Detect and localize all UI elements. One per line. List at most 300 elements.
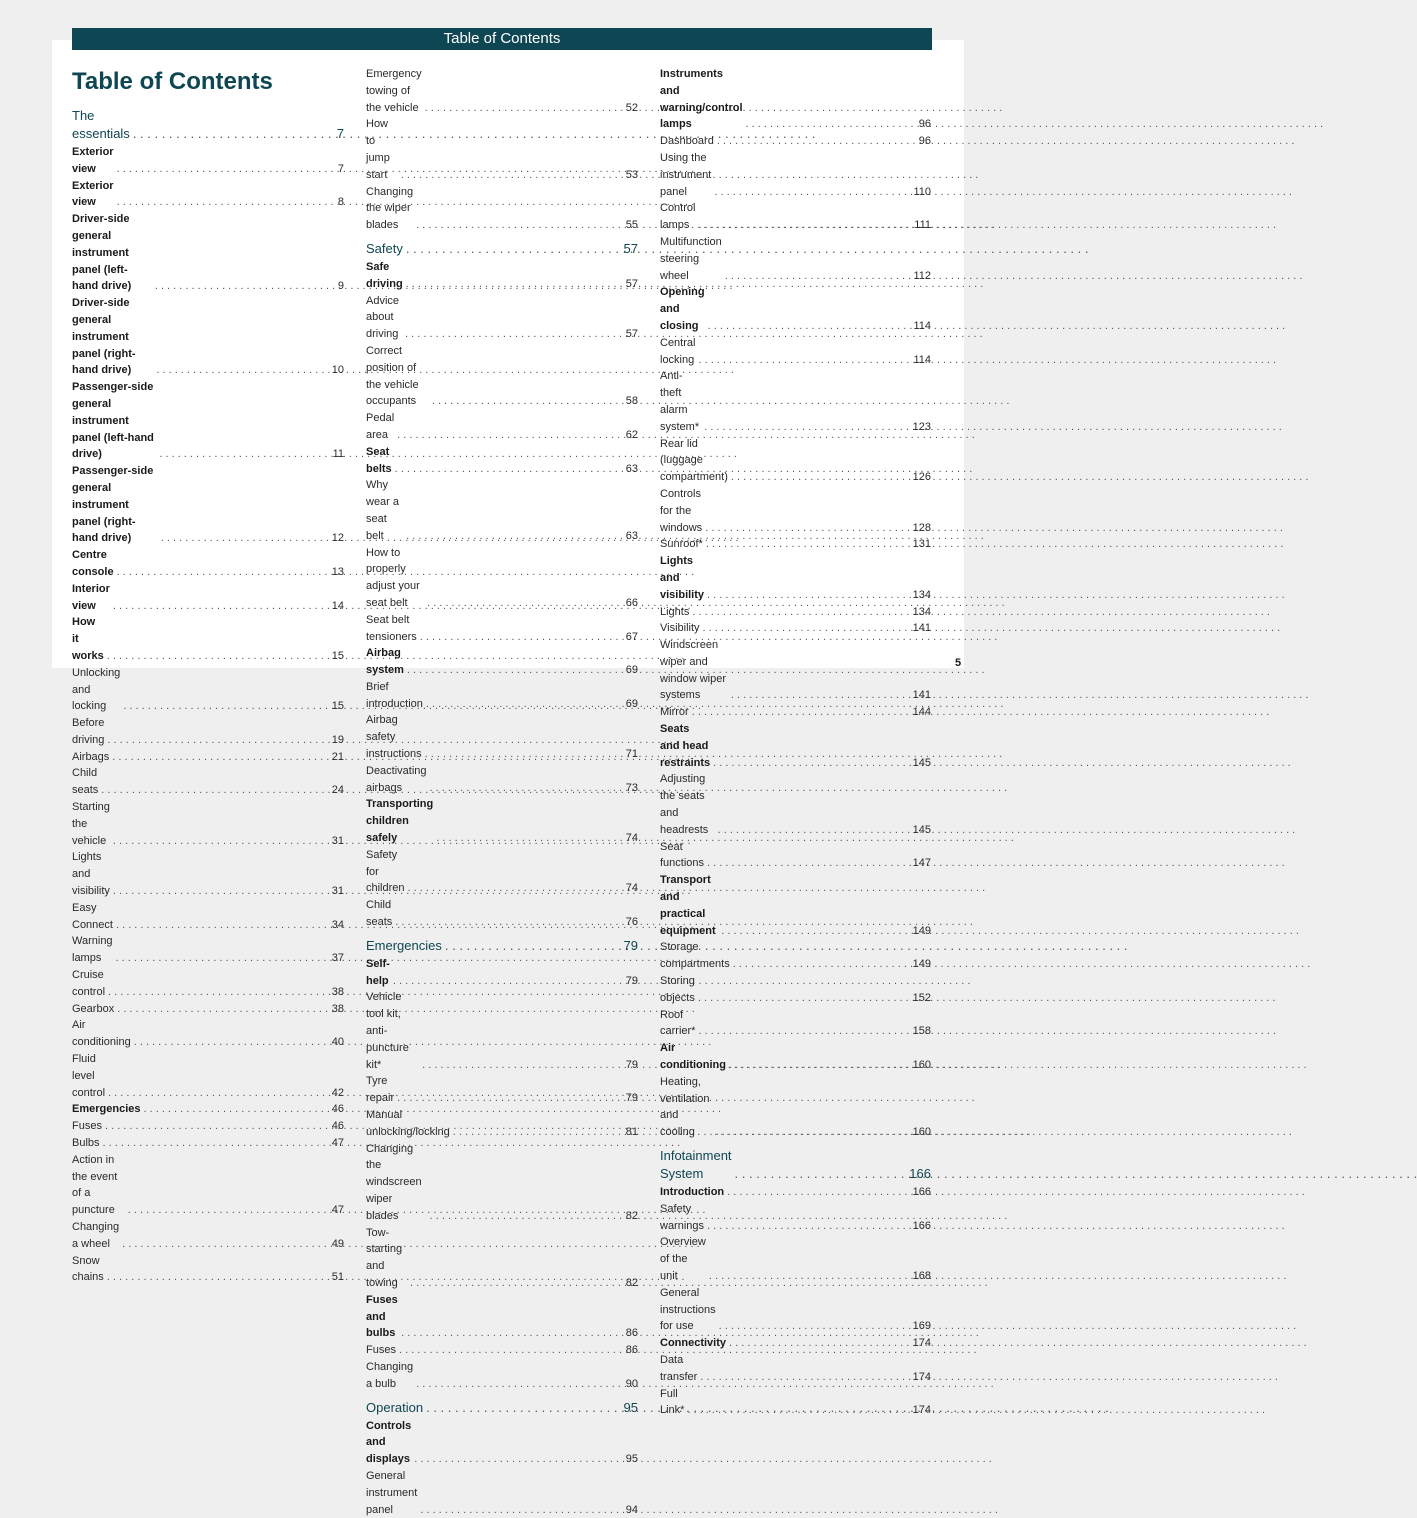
toc-entry-label: Starting the vehicle [72,801,110,847]
toc-entry-page: 31 [331,885,344,898]
toc-entry-page: 166 [909,1166,931,1181]
toc-entry[interactable] [660,1074,931,1141]
toc-entry[interactable] [366,66,638,116]
toc-entry-page: 174 [912,1337,931,1350]
toc-entry[interactable] [660,486,931,536]
toc-entry-page: 9 [337,280,344,293]
toc-entry-page: 13 [331,565,344,578]
toc-entry-page: 79 [623,937,638,953]
toc-entry-label: Storing objects [660,975,695,1004]
toc-entry[interactable] [660,133,931,150]
toc-entry[interactable] [366,897,638,931]
toc-entry-label: Controls and displays [366,1419,412,1466]
toc-entry-page: 168 [912,1269,931,1282]
toc-entry-label: Changing a bulb [366,1360,414,1390]
toc-column-2 [366,66,638,1518]
toc-entry[interactable] [660,284,931,334]
toc-entry[interactable] [660,553,931,603]
toc-entry-label: Self-help [366,957,390,987]
dot-leader [436,830,615,847]
dot-leader [416,1376,615,1393]
toc-entry-page: 67 [625,630,638,643]
toc-entry[interactable] [660,1285,931,1335]
dot-leader [397,1090,615,1107]
toc-entry[interactable] [72,1253,344,1287]
toc-entry-page: 86 [625,1327,638,1340]
toc-entry-page: 114 [913,319,931,332]
toc-entry-label: Manual unlocking/locking [366,1109,450,1138]
toc-entry[interactable] [660,234,931,284]
toc-entry[interactable] [366,343,638,410]
dot-leader [432,393,615,410]
toc-entry-label: How it works [72,616,104,662]
dot-leader [405,326,615,343]
toc-entry-page: 49 [331,1237,344,1250]
toc-entry-label: Multifunction steering wheel [660,235,722,282]
toc-entry-label: Bulbs [72,1137,100,1150]
toc-entry-label: Emergency towing of the vehicle [366,68,422,114]
toc-entry[interactable] [72,665,344,715]
toc-entry-page: 134 [912,588,931,601]
toc-entry-page: 141 [912,622,931,635]
toc-entry[interactable] [660,839,931,873]
toc-entry-label: Brief introduction [366,680,423,710]
toc-entry-label: Tyre repair [366,1075,395,1105]
toc-entry[interactable] [660,973,931,1007]
toc-section-heading[interactable] [366,1399,638,1417]
toc-entry-page: 145 [912,823,931,836]
toc-entry[interactable] [660,436,931,486]
toc-entry-page: 86 [625,1344,638,1357]
toc-entry-label: Changing a wheel [72,1221,120,1250]
toc-entry-page: 112 [913,269,931,282]
dot-leader [112,749,321,766]
dot-leader [717,133,908,150]
toc-entry-page: 12 [331,532,344,545]
toc-entry-page: 82 [625,1209,638,1222]
toc-section-heading[interactable] [366,937,638,955]
toc-entry[interactable] [366,796,638,846]
toc-entry-label: Seat belt tensioners [366,613,417,643]
toc-entry[interactable] [72,1017,344,1051]
toc-entry[interactable] [72,715,344,749]
toc-entry[interactable] [660,1184,931,1201]
toc-entry-page: 15 [331,700,344,713]
toc-entry-page: 81 [625,1125,638,1138]
dot-leader [714,1124,908,1141]
toc-entry[interactable] [366,645,638,679]
dot-leader [113,833,321,850]
toc-entry-label: Lights and visibility [72,851,110,898]
toc-entry-label: Vehicle tool kit, anti-puncture kit* [366,991,409,1071]
toc-entry[interactable] [366,1141,638,1225]
toc-entry[interactable] [366,712,638,762]
toc-entry-label: Advice about driving [366,294,400,341]
dot-leader [108,1085,321,1102]
dot-leader [105,1118,321,1135]
toc-entry-page: 46 [331,1103,344,1116]
toc-entry-page: 47 [331,1204,344,1217]
toc-entry[interactable] [660,368,931,435]
toc-entry-label: Airbag safety instructions [366,714,422,761]
dot-leader [406,240,615,258]
toc-section-heading[interactable] [660,1147,931,1183]
toc-entry[interactable] [366,116,638,183]
toc-entry[interactable] [72,547,344,581]
toc-entry[interactable] [660,1201,931,1235]
toc-entry[interactable] [366,293,638,343]
toc-entry[interactable] [366,1225,638,1292]
toc-entry-page: 42 [331,1086,344,1099]
dot-leader [134,1034,321,1051]
toc-entry[interactable] [660,66,931,133]
dot-leader [128,1202,321,1219]
page-title: Table of Contents [72,68,273,95]
toc-entry-page: 114 [913,353,931,366]
dot-leader [692,704,908,721]
toc-entry-page: 131 [912,538,931,551]
dot-leader [401,1325,615,1342]
toc-entry-page: 144 [912,706,931,719]
toc-entry-label: Using the instrument panel [660,151,712,198]
toc-entry[interactable] [660,150,931,200]
toc-entry[interactable] [72,1051,344,1101]
toc-entry[interactable] [72,849,344,899]
dot-leader [729,1335,908,1352]
toc-entry-label: Changing the windscreen wiper blades [366,1142,422,1222]
dot-leader [719,1318,908,1335]
toc-entry-page: 58 [625,395,638,408]
toc-entry-page: 149 [912,924,931,937]
toc-entry-page: 111 [914,219,931,232]
toc-entry[interactable] [660,200,931,234]
toc-entry-page: 66 [625,596,638,609]
toc-entry-page: 69 [625,664,638,677]
toc-entry-label: Seat belts [366,445,392,475]
toc-entry-page: 79 [625,1092,638,1105]
toc-entry-page: 57 [623,240,638,256]
toc-entry[interactable] [366,477,638,544]
dot-leader [406,276,615,293]
toc-entry-label: Tow-starting and towing [366,1226,403,1289]
toc-entry-label: Connectivity [660,1337,727,1350]
toc-entry[interactable] [366,1107,638,1141]
toc-entry[interactable] [660,1335,931,1352]
toc-entry-label: Controls for the windows [660,487,703,534]
dot-leader [143,1101,321,1118]
toc-entry[interactable] [72,967,344,1001]
dot-leader [687,1402,908,1419]
toc-entry-page: 90 [625,1377,638,1390]
dot-leader [103,1135,321,1152]
dot-leader [395,461,615,478]
dot-leader [746,116,909,133]
toc-entry[interactable] [72,1219,344,1253]
toc-entry-page: 123 [912,420,931,433]
dot-leader [733,956,908,973]
toc-entry-page: 57 [625,328,638,341]
toc-entry-page: 7 [337,162,344,175]
dot-leader [735,1165,907,1183]
toc-entry-label: Lights [660,605,690,618]
toc-entry-label: Cruise control [72,969,106,998]
dot-leader [155,278,321,295]
toc-entry-label: Centre console [72,549,114,578]
dot-leader [399,1342,615,1359]
toc-entry-page: 149 [912,958,931,971]
dot-leader [731,687,908,704]
toc-entry-label: Sunroof* [660,538,703,551]
toc-entry[interactable] [660,1352,931,1386]
dot-leader [705,520,908,537]
toc-entry-label: Anti-theft alarm system* [660,370,700,433]
toc-entry[interactable] [72,614,344,664]
dot-leader [159,446,321,463]
toc-entry-page: 52 [625,101,638,114]
toc-entry[interactable] [72,933,344,967]
toc-entry-page: 7 [336,126,344,141]
toc-entry[interactable] [366,1342,638,1359]
dot-leader [692,604,908,621]
page-number: 5 [955,657,962,669]
toc-entry-label: Storage compartments [660,941,730,971]
toc-entry[interactable] [366,612,638,646]
toc-entry-label: Unlocking and locking [72,666,121,713]
toc-entry[interactable] [72,211,344,295]
dot-leader [113,598,321,615]
toc-entry[interactable] [366,184,638,234]
toc-entry-label: Changing the wiper blades [366,185,414,232]
toc-entry[interactable] [72,463,344,547]
toc-entry-page: 40 [331,1036,344,1049]
toc-entry[interactable] [72,295,344,379]
dot-leader [425,746,615,763]
toc-entry[interactable] [366,410,638,444]
toc-entry-page: 8 [337,196,344,209]
toc-entry-page: 21 [331,750,344,763]
dot-leader [393,973,615,990]
toc-entry[interactable] [72,900,344,934]
toc-entry-label: Gearbox [72,1002,115,1015]
dot-leader [708,318,908,335]
toc-entry-label: Passenger-side general instrument panel (right-hand drive) [72,465,154,545]
toc-entry-label: How to properly adjust your seat belt [366,546,420,609]
toc-entry[interactable] [366,259,638,293]
dot-leader [113,883,321,900]
toc-column-3 [660,66,931,1419]
toc-entry-label: Overview of the unit [660,1236,706,1282]
toc-entry[interactable] [72,765,344,799]
dot-leader [401,167,615,184]
toc-entry-label: Rear lid (luggage compartment) [660,437,728,484]
toc-entry[interactable] [72,1152,344,1219]
toc-entry-page: 166 [912,1219,931,1232]
toc-entry-label: Windscreen wiper and window wiper systems [660,639,727,702]
toc-entry-page: 62 [625,428,638,441]
toc-entry-page: 73 [625,781,638,794]
dot-leader [116,917,321,934]
toc-entry[interactable] [72,799,344,849]
toc-entry-label: Safe driving [366,260,403,290]
dot-leader [410,1275,615,1292]
toc-entry-label: Airbag system [366,647,404,677]
toc-entry[interactable] [72,1135,344,1152]
dot-leader [713,755,908,772]
dot-leader [731,469,908,486]
toc-section-heading[interactable] [366,240,638,258]
toc-entry[interactable] [660,1386,931,1420]
toc-entry-label: Warning lamps [72,935,113,965]
toc-entry[interactable] [660,771,931,838]
toc-entry[interactable] [72,1001,344,1018]
toc-entry[interactable] [660,939,931,973]
toc-entry-label: Passenger-side general instrument panel (left-hand drive) [72,381,154,461]
dot-leader [414,1451,615,1468]
toc-entry-page: 94 [625,1503,638,1516]
toc-entry-page: 166 [912,1186,931,1198]
dot-leader [709,1268,908,1285]
toc-entry[interactable] [366,679,638,713]
toc-entry-page: 46 [331,1120,344,1133]
toc-entry[interactable] [660,536,931,553]
dot-leader [698,1023,908,1040]
toc-entry-label: Snow chains [72,1254,104,1284]
toc-entry-label: Driver-side general instrument panel (right-hand drive) [72,297,136,377]
toc-entry-page: 158 [912,1025,931,1038]
dot-leader [725,268,908,285]
dot-leader [430,780,615,797]
toc-entry-label: Deactivating airbags [366,764,427,794]
toc-entry[interactable] [366,956,638,990]
toc-entry-page: 160 [912,1126,931,1139]
dot-leader [703,620,908,637]
toc-entry-label: Safety for children [366,848,405,895]
dot-leader [700,1369,908,1386]
toc-entry-label: The essentials [72,108,130,141]
toc-entry[interactable] [660,872,931,939]
toc-entry[interactable] [366,1418,638,1468]
toc-entry[interactable] [366,1073,638,1107]
toc-entry-label: Lights and visibility [660,555,705,601]
toc-entry-label: Introduction [660,1186,725,1198]
toc-entry-page: 174 [912,1404,931,1417]
toc-entry[interactable] [366,545,638,612]
toc-entry-page: 15 [331,649,344,662]
toc-entry[interactable] [72,749,344,766]
toc-entry[interactable] [366,1468,638,1518]
toc-entry-label: Child seats [366,899,393,929]
toc-entry-label: Mirror [660,706,689,719]
dot-leader [395,914,615,931]
dot-leader [714,184,908,201]
toc-entry[interactable] [660,637,931,704]
toc-entry-page: 152 [912,991,931,1004]
toc-entry[interactable] [660,721,931,771]
toc-entry[interactable] [366,847,638,897]
dot-leader [453,1124,615,1141]
toc-entry[interactable] [366,763,638,797]
toc-entry[interactable] [72,379,344,463]
toc-entry-page: 160 [912,1059,931,1072]
toc-entry-label: Correct position of the vehicle occupants [366,344,419,408]
toc-entry-page: 47 [331,1137,344,1150]
dot-leader [117,161,321,178]
toc-entry-page: 76 [625,916,638,929]
dot-leader [108,984,321,1001]
toc-entry-label: Exterior view [72,146,114,175]
dot-leader [156,362,321,379]
toc-entry-label: Driver-side general instrument panel (left-hand drive) [72,213,132,293]
toc-entry-page: 63 [625,462,638,475]
dot-leader [707,1218,908,1235]
toc-entry[interactable] [72,1118,344,1135]
toc-entry-page: 79 [625,1058,638,1071]
toc-entry-page: 63 [625,529,638,542]
dot-leader [718,822,908,839]
toc-entry[interactable] [660,604,931,621]
toc-entry-label: Interior view [72,582,110,612]
toc-entry-label: Seat functions [660,840,705,870]
toc-entry[interactable] [366,1359,638,1393]
toc-entry-page: 95 [625,1453,638,1466]
toc-entry[interactable] [72,581,344,615]
toc-entry-page: 71 [625,748,638,761]
dot-leader [704,419,908,436]
toc-entry-page: 38 [331,1002,344,1015]
dot-leader [107,648,321,665]
toc-entry-label: Air conditioning [660,1042,726,1072]
toc-entry[interactable] [366,444,638,478]
toc-entry[interactable] [72,144,344,178]
dot-leader [406,528,615,545]
dot-leader [122,1236,321,1253]
toc-entry-label: Fuses and bulbs [366,1293,398,1340]
toc-section-heading[interactable] [72,107,344,143]
toc-entry-label: Seats and head restraints [660,723,711,769]
toc-entry[interactable] [72,178,344,212]
toc-entry-label: Visibility [660,622,700,635]
dot-leader [116,950,321,967]
toc-entry-page: 74 [625,832,638,845]
toc-entry[interactable] [660,620,931,637]
toc-entry-page: 69 [625,697,638,710]
toc-entry-label: Full Link* [660,1387,685,1417]
dot-leader [425,100,615,117]
toc-entry-page: 24 [331,784,344,797]
toc-entry[interactable] [366,1292,638,1342]
toc-entry[interactable] [72,1101,344,1118]
toc-entry[interactable] [660,704,931,721]
toc-entry-page: 74 [625,882,638,895]
toc-entry[interactable] [366,989,638,1073]
toc-entry-page: 14 [331,599,344,612]
toc-entry-page: 37 [331,952,344,965]
dot-leader [420,629,615,646]
toc-entry-label: Transporting children safely [366,798,434,845]
toc-entry-label: Child seats [72,767,99,797]
dot-leader [706,536,908,553]
toc-entry-page: 169 [912,1320,931,1333]
toc-entry[interactable] [660,1234,931,1284]
toc-entry[interactable] [660,335,931,369]
dot-leader [422,1057,615,1074]
dot-leader [426,1399,615,1417]
toc-entry-page: 11 [332,448,344,461]
toc-entry-page: 31 [331,834,344,847]
toc-entry-page: 145 [912,756,931,769]
toc-entry[interactable] [660,1007,931,1041]
toc-entry[interactable] [660,1040,931,1074]
